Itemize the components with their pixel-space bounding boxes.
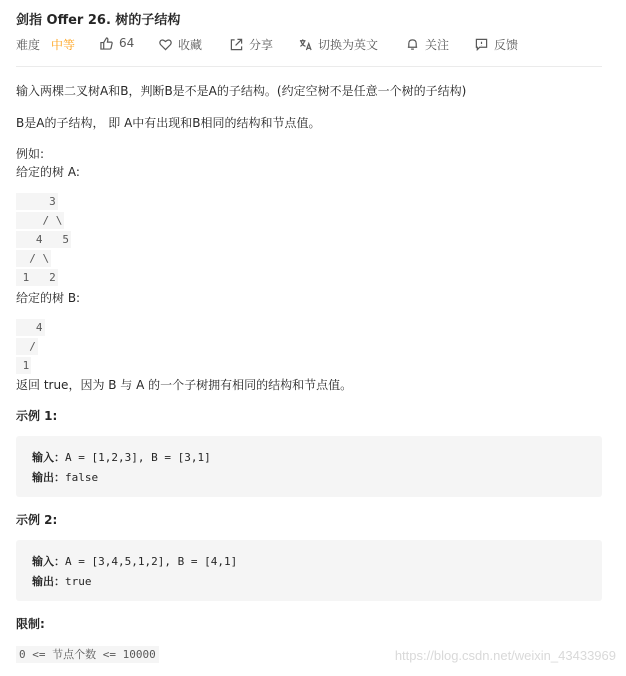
tree-a-line: 4 5	[16, 233, 69, 246]
share-icon	[230, 38, 243, 51]
tree-a-line: 1 2	[16, 271, 56, 284]
feedback-button[interactable]	[475, 36, 518, 53]
tree-a-line: 3	[16, 195, 56, 208]
tree-b-line: 1	[16, 359, 30, 372]
description-paragraph-2: B是A的子结构， 即 A中有出现和B相同的结构和节点值。	[16, 116, 321, 130]
problem-meta-bar	[16, 36, 602, 54]
output-label: 输出：	[32, 471, 65, 484]
like-count: 64	[119, 36, 135, 50]
difficulty-label: 难度	[16, 38, 41, 52]
example-1-box	[16, 436, 602, 497]
share-label: 分享	[249, 38, 274, 52]
translate-icon	[299, 38, 312, 51]
constraints-heading: 限制:	[16, 617, 45, 631]
tree-a-label: 给定的树 A:	[16, 165, 80, 179]
feedback-icon	[475, 38, 488, 51]
heart-icon	[159, 38, 172, 51]
favorite-label: 收藏	[178, 38, 203, 52]
translate-label: 切换为英文	[318, 38, 379, 52]
watermark: https://blog.csdn.net/weixin_43433969	[394, 648, 616, 663]
tree-b-line: /	[16, 340, 36, 353]
divider	[16, 66, 602, 67]
tree-b-line: 4	[16, 321, 43, 334]
output-value: false	[65, 471, 99, 484]
difficulty-value: 中等	[51, 38, 76, 52]
share-button[interactable]	[230, 36, 273, 53]
bell-icon	[406, 38, 419, 51]
example-1-input	[32, 449, 211, 465]
example-intro: 例如:	[16, 147, 45, 161]
input-value: A = [1,2,3], B = [3,1]	[65, 451, 211, 464]
input-label: 输入：	[32, 555, 65, 568]
thumbs-up-icon	[100, 37, 113, 50]
description-paragraph-1: 输入两棵二叉树A和B，判断B是不是A的子结构。(约定空树不是任意一个树的子结构)	[16, 84, 467, 98]
difficulty	[16, 36, 75, 53]
example-2-box	[16, 540, 602, 601]
example-2-output	[32, 573, 92, 589]
example-1-heading: 示例 1:	[16, 409, 58, 423]
example-1-output	[32, 469, 98, 485]
example-2-heading: 示例 2:	[16, 513, 58, 527]
follow-label: 关注	[425, 38, 450, 52]
input-label: 输入：	[32, 451, 65, 464]
conclusion-text: 返回 true，因为 B 与 A 的一个子树拥有相同的结构和节点值。	[16, 378, 353, 392]
feedback-label: 反馈	[494, 38, 519, 52]
tree-a-line: / \	[16, 252, 50, 265]
follow-button[interactable]	[406, 36, 449, 53]
like-button[interactable]	[100, 36, 134, 50]
output-label: 输出：	[32, 575, 65, 588]
favorite-button[interactable]	[159, 36, 202, 53]
input-value: A = [3,4,5,1,2], B = [4,1]	[65, 555, 238, 568]
problem-title: 剑指 Offer 26. 树的子结构	[16, 13, 181, 28]
example-2-input	[32, 553, 237, 569]
constraints-value: 0 <= 节点个数 <= 10000	[16, 646, 159, 663]
tree-b-label: 给定的树 B:	[16, 291, 81, 305]
tree-a-line: / \	[16, 214, 63, 227]
translate-button[interactable]	[299, 36, 378, 53]
output-value: true	[65, 575, 92, 588]
